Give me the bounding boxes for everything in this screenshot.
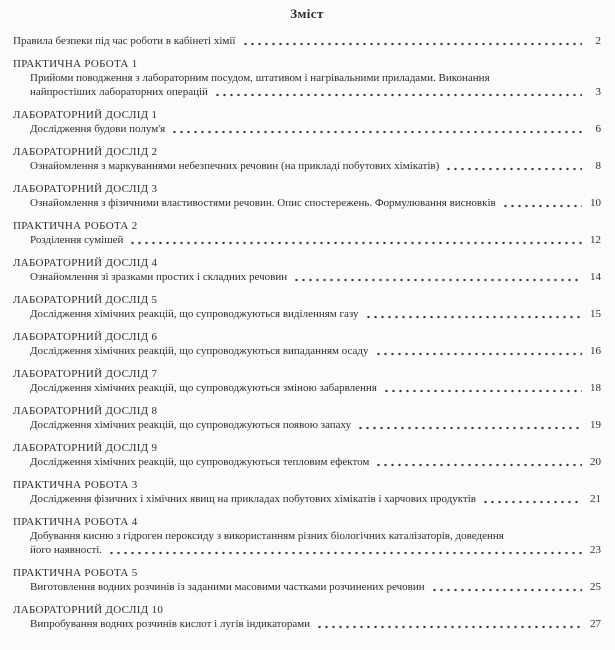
toc-entry [13,478,601,506]
toc-entry [13,108,601,136]
toc-entry [13,330,601,358]
toc-entry-heading: ЛАБОРАТОРНИЙ ДОСЛІД 1 [13,109,158,121]
toc-entry [13,57,601,99]
toc-entry-text: Дослідження хімічних реакцій, що супроводжуються випаданням осаду [30,345,369,357]
page-number: 12 [590,234,601,246]
toc-line [13,270,601,284]
toc-entry-heading: ЛАБОРАТОРНИЙ ДОСЛІД 8 [13,405,158,417]
toc-line [13,580,601,594]
dot-leader [129,236,582,247]
dot-leader [171,125,582,136]
toc-entry-heading: ПРАКТИЧНА РОБОТА 2 [13,220,138,232]
toc-entry-heading: ЛАБОРАТОРНИЙ ДОСЛІД 2 [13,146,158,158]
toc-entry-heading: ЛАБОРАТОРНИЙ ДОСЛІД 10 [13,604,164,616]
toc-entry-heading: ПРАКТИЧНА РОБОТА 1 [13,58,138,70]
toc-line [13,543,601,557]
toc-entry-text: Дослідження фізичних і хімічних явищ на прикладах побутових хімікатів і харчових продуктів [30,493,476,505]
toc-line [13,381,601,395]
toc-entry-text: Дослідження хімічних реакцій, що супроводжуються появою запаху [30,419,352,431]
toc-entry-text: Дослідження хімічних реакцій, що супроводжуються зміною забарвлення [30,382,377,394]
toc-entry [13,182,601,210]
toc-entry-text: Дослідження хімічних реакцій, що супроводжуються виділенням газу [30,308,359,320]
dot-leader [375,347,583,358]
page-number: 6 [595,123,601,135]
dot-leader [502,199,582,210]
page-number: 21 [590,493,601,505]
page-number: 25 [590,581,601,593]
toc-entry-text-line1: Добування кисню з гідроген пероксиду з використанням різних біологічних каталізаторів, доведення [30,530,504,542]
toc-entry [13,219,601,247]
dot-leader [383,384,582,395]
dot-leader [214,88,582,99]
page-number: 23 [590,544,601,556]
toc-entry-text: Ознайомлення з фізичними властивостями речовин. Опис спостережень. Формулювання висновків [30,197,496,209]
dot-leader [316,620,582,631]
toc-line [13,617,601,631]
page-number: 27 [590,618,601,630]
page-number: 3 [595,86,601,98]
toc-line [13,196,601,210]
toc-entry-text: Дослідження хімічних реакцій, що супроводжуються тепловим ефектом [30,456,370,468]
toc-line [13,307,601,321]
toc-line [13,85,601,99]
toc-entry-heading: ПРАКТИЧНА РОБОТА 5 [13,567,138,579]
toc-line [13,492,601,506]
toc-entry [13,515,601,557]
page-number: 2 [595,35,601,47]
toc-entry-text: його наявності. [30,544,103,556]
dot-leader [445,162,582,173]
toc-entry-heading: ЛАБОРАТОРНИЙ ДОСЛІД 6 [13,331,158,343]
page-number: 14 [590,271,601,283]
toc-entry [13,367,601,395]
toc-entry-heading: ЛАБОРАТОРНИЙ ДОСЛІД 4 [13,257,158,269]
toc-entry-text: Ознайомлення з маркуваннями небезпечних речовин (на прикладі побутових хімікатів) [30,160,440,172]
page-number: 8 [595,160,601,172]
dot-leader [482,495,582,506]
toc-entry [13,566,601,594]
toc-line [13,455,601,469]
dot-leader [242,37,583,48]
toc-line [13,34,601,48]
toc-entry-text: Ознайомлення зі зразками простих і складних речовин [30,271,288,283]
toc-entry-text-line1: Прийоми поводження з лабораторним посудом, штативом і нагрівальними приладами. Виконання [30,72,490,84]
toc-entry-text: Випробування водних розчинів кислот і лугів індикаторами [30,618,311,630]
toc-entry-text: найпростіших лабораторних операцій [30,86,208,98]
toc-line [13,122,601,136]
page-number: 10 [590,197,601,209]
page-number: 16 [590,345,601,357]
toc-entry [13,256,601,284]
toc-entry-text: Правила безпеки під час роботи в кабінеті хімії [13,35,236,47]
page-number: 18 [590,382,601,394]
toc-entry [13,145,601,173]
toc-entry-heading: ЛАБОРАТОРНИЙ ДОСЛІД 7 [13,368,158,380]
toc-line [13,418,601,432]
dot-leader [365,310,582,321]
page-number: 19 [590,419,601,431]
toc-entry [13,441,601,469]
toc-entry [13,293,601,321]
toc-line [13,233,601,247]
dot-leader [431,583,582,594]
dot-leader [293,273,582,284]
toc-entry-heading: ЛАБОРАТОРНИЙ ДОСЛІД 3 [13,183,158,195]
toc-entry-heading: ЛАБОРАТОРНИЙ ДОСЛІД 9 [13,442,158,454]
toc-entry-text: Дослідження будови полум'я [30,123,166,135]
toc-entry-text: Розділення сумішей [30,234,124,246]
toc-entry [13,404,601,432]
toc-line [13,159,601,173]
dot-leader [375,458,582,469]
toc-entry-heading: ЛАБОРАТОРНИЙ ДОСЛІД 5 [13,294,158,306]
toc-line [13,344,601,358]
toc-entry [13,603,601,631]
dot-leader [357,421,582,432]
toc-entry-text: Виготовлення водних розчинів із заданими масовими частками розчинених речовин [30,581,425,593]
dot-leader [108,546,582,557]
page-title: Зміст [290,6,324,21]
toc-entry-heading: ПРАКТИЧНА РОБОТА 4 [13,516,138,528]
toc-entry-heading: ПРАКТИЧНА РОБОТА 3 [13,479,138,491]
page-number: 20 [590,456,601,468]
page-number: 15 [590,308,601,320]
toc-entry [13,34,601,48]
